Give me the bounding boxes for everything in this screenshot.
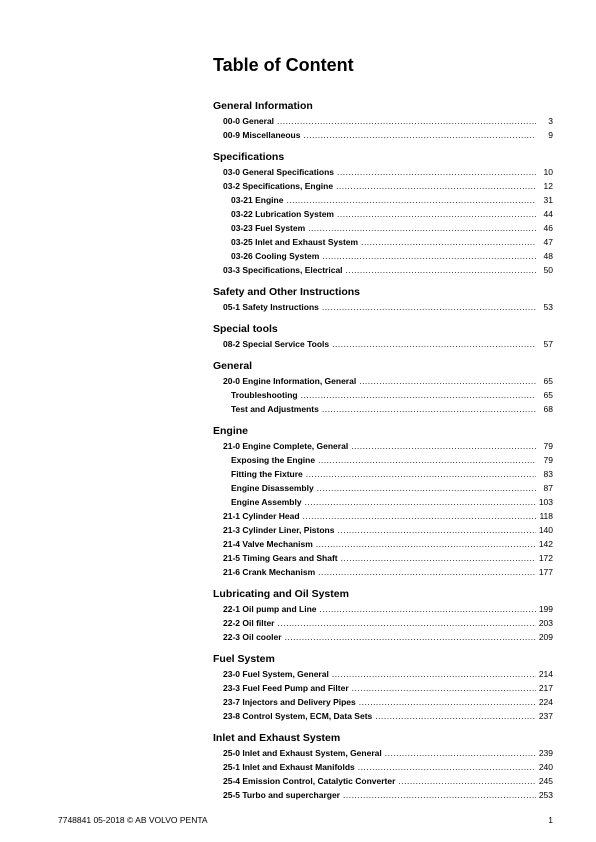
- dot-leader: [303, 509, 536, 523]
- toc-section: [213, 425, 553, 579]
- toc-entry-title: Troubleshooting: [231, 390, 298, 400]
- toc-entry-page: 31: [543, 195, 553, 205]
- toc-entry-title: 22-2 Oil filter: [223, 618, 275, 628]
- toc-entry-page: 253: [538, 790, 553, 800]
- toc-section: [213, 360, 553, 416]
- dot-leader: [359, 374, 536, 388]
- dot-leader: [385, 746, 536, 760]
- toc-entry[interactable]: [213, 681, 553, 695]
- dot-leader: [337, 523, 535, 537]
- toc-entry[interactable]: [213, 788, 553, 802]
- section-heading: Specifications: [213, 151, 285, 163]
- dot-leader: [337, 207, 536, 221]
- toc-entry-title: 03-25 Inlet and Exhaust System: [231, 237, 359, 247]
- toc-entry-title: 00-0 General: [223, 116, 275, 126]
- toc-entry-title: 22-3 Oil cooler: [223, 632, 282, 642]
- toc-entry[interactable]: [213, 481, 553, 495]
- toc-entry-page: 177: [538, 567, 553, 577]
- dot-leader: [278, 616, 536, 630]
- toc-entry-title: 23-8 Control System, ECM, Data Sets: [223, 711, 373, 721]
- dot-leader: [398, 774, 535, 788]
- toc-entry-page: 65: [543, 390, 553, 400]
- toc-entry[interactable]: [213, 263, 553, 277]
- toc-entry-title: 08-2 Special Service Tools: [223, 339, 330, 349]
- dot-leader: [285, 630, 536, 644]
- toc-entry[interactable]: [213, 165, 553, 179]
- section-heading: General Information: [213, 100, 313, 112]
- toc-entry[interactable]: [213, 467, 553, 481]
- section-heading: Fuel System: [213, 653, 275, 665]
- toc-section: [213, 286, 553, 314]
- toc-entry[interactable]: [213, 746, 553, 760]
- toc-entry[interactable]: [213, 616, 553, 630]
- toc-entry-title: 25-4 Emission Control, Catalytic Converter: [223, 776, 396, 786]
- toc-entry[interactable]: [213, 439, 553, 453]
- toc-entry-title: Engine Disassembly: [231, 483, 314, 493]
- toc-entry-page: 79: [543, 455, 553, 465]
- dot-leader: [303, 128, 536, 142]
- toc-entry[interactable]: [213, 128, 553, 142]
- toc-entry-title: Engine Assembly: [231, 497, 302, 507]
- toc-entry-page: 209: [538, 632, 553, 642]
- toc-entry-page: 65: [543, 376, 553, 386]
- toc-entry-title: 03-23 Fuel System: [231, 223, 306, 233]
- toc-entry-page: 142: [538, 539, 553, 549]
- toc-entry-page: 203: [538, 618, 553, 628]
- toc-entry-page: 118: [539, 511, 553, 521]
- toc-entry-title: 25-5 Turbo and supercharger: [223, 790, 340, 800]
- toc-entry[interactable]: [213, 509, 553, 523]
- toc-entry[interactable]: [213, 495, 553, 509]
- toc-entry-page: 214: [538, 669, 553, 679]
- toc-entry-page: 217: [538, 683, 553, 693]
- table-of-contents: [213, 100, 553, 802]
- toc-section: [213, 653, 553, 723]
- dot-leader: [286, 193, 536, 207]
- toc-entry[interactable]: [213, 760, 553, 774]
- toc-section: [213, 732, 553, 802]
- toc-entry-title: 25-1 Inlet and Exhaust Manifolds: [223, 762, 355, 772]
- toc-entry[interactable]: [213, 388, 553, 402]
- toc-entry-title: 03-22 Lubrication System: [231, 209, 334, 219]
- toc-entry-page: 12: [543, 181, 553, 191]
- page-title: Table of Content: [213, 55, 354, 75]
- toc-entry-page: 172: [538, 553, 553, 563]
- dot-leader: [351, 439, 536, 453]
- toc-entry[interactable]: [213, 774, 553, 788]
- toc-entry-page: 87: [543, 483, 553, 493]
- toc-entry-title: 00-9 Miscellaneous: [223, 130, 301, 140]
- toc-entry-title: 21-6 Crank Mechanism: [223, 567, 316, 577]
- toc-entry[interactable]: [213, 235, 553, 249]
- toc-entry[interactable]: [213, 300, 553, 314]
- toc-entry-page: 240: [538, 762, 553, 772]
- section-heading: Lubricating and Oil System: [213, 588, 349, 600]
- footer-page-number: 1: [548, 815, 553, 825]
- dot-leader: [332, 337, 536, 351]
- toc-entry-page: 237: [538, 711, 553, 721]
- toc-entry-title: Test and Adjustments: [231, 404, 319, 414]
- toc-entry-title: 21-4 Valve Mechanism: [223, 539, 313, 549]
- toc-entry-title: Fitting the Fixture: [231, 469, 303, 479]
- dot-leader: [346, 263, 536, 277]
- toc-section: [213, 588, 553, 644]
- toc-entry-title: 25-0 Inlet and Exhaust System, General: [223, 748, 382, 758]
- toc-entry-page: 47: [543, 237, 553, 247]
- toc-entry-page: 3: [548, 116, 553, 126]
- dot-leader: [277, 114, 536, 128]
- dot-leader: [317, 481, 536, 495]
- toc-entry[interactable]: [213, 551, 553, 565]
- toc-entry[interactable]: [213, 537, 553, 551]
- toc-entry[interactable]: [213, 179, 553, 193]
- toc-entry[interactable]: [213, 709, 553, 723]
- toc-section: [213, 151, 553, 277]
- toc-entry-page: 53: [543, 302, 553, 312]
- dot-leader: [308, 221, 536, 235]
- toc-entry[interactable]: [213, 114, 553, 128]
- toc-entry-title: 21-0 Engine Complete, General: [223, 441, 349, 451]
- toc-entry[interactable]: [213, 565, 553, 579]
- dot-leader: [359, 695, 536, 709]
- toc-entry-page: 245: [538, 776, 553, 786]
- toc-entry[interactable]: [213, 193, 553, 207]
- toc-entry-page: 10: [543, 167, 553, 177]
- dot-leader: [361, 235, 536, 249]
- section-heading: Engine: [213, 425, 249, 437]
- toc-entry-title: 23-0 Fuel System, General: [223, 669, 329, 679]
- dot-leader: [320, 602, 536, 616]
- toc-section: [213, 100, 553, 142]
- toc-entry-page: 9: [548, 130, 553, 140]
- toc-entry[interactable]: [213, 667, 553, 681]
- toc-entry-title: 21-5 Timing Gears and Shaft: [223, 553, 338, 563]
- toc-entry-title: 03-0 General Specifications: [223, 167, 335, 177]
- toc-entry-page: 57: [543, 339, 553, 349]
- dot-leader: [322, 402, 536, 416]
- dot-leader: [316, 537, 536, 551]
- dot-leader: [337, 165, 536, 179]
- section-heading: Special tools: [213, 323, 278, 335]
- footer-doc-info: 7748841 05-2018 © AB VOLVO PENTA: [58, 815, 208, 825]
- toc-entry[interactable]: [213, 249, 553, 263]
- dot-leader: [306, 467, 536, 481]
- toc-section: [213, 323, 553, 351]
- dot-leader: [332, 667, 536, 681]
- toc-entry-page: 48: [543, 251, 553, 261]
- toc-entry-page: 239: [538, 748, 553, 758]
- section-heading: Safety and Other Instructions: [213, 286, 361, 298]
- dot-leader: [336, 179, 536, 193]
- toc-entry-title: 03-21 Engine: [231, 195, 284, 205]
- toc-entry[interactable]: [213, 402, 553, 416]
- toc-entry-title: 03-2 Specifications, Engine: [223, 181, 334, 191]
- dot-leader: [322, 249, 536, 263]
- dot-leader: [341, 551, 536, 565]
- dot-leader: [375, 709, 536, 723]
- toc-entry-title: 03-26 Cooling System: [231, 251, 320, 261]
- toc-entry[interactable]: [213, 453, 553, 467]
- toc-entry[interactable]: [213, 630, 553, 644]
- dot-leader: [358, 760, 536, 774]
- section-heading: General: [213, 360, 253, 372]
- toc-entry-title: 23-3 Fuel Feed Pump and Filter: [223, 683, 349, 693]
- toc-entry[interactable]: [213, 221, 553, 235]
- toc-entry-page: 140: [538, 525, 553, 535]
- toc-entry-title: 05-1 Safety Instructions: [223, 302, 319, 312]
- dot-leader: [352, 681, 536, 695]
- toc-entry[interactable]: [213, 523, 553, 537]
- toc-entry[interactable]: [213, 695, 553, 709]
- dot-leader: [301, 388, 536, 402]
- toc-entry[interactable]: [213, 374, 553, 388]
- dot-leader: [305, 495, 536, 509]
- toc-entry[interactable]: [213, 207, 553, 221]
- toc-entry-page: 46: [543, 223, 553, 233]
- toc-entry-page: 103: [538, 497, 553, 507]
- toc-entry-page: 68: [543, 404, 553, 414]
- toc-entry[interactable]: [213, 602, 553, 616]
- toc-entry-page: 83: [543, 469, 553, 479]
- toc-entry-title: 20-0 Engine Information, General: [223, 376, 357, 386]
- toc-entry-page: 199: [538, 604, 553, 614]
- toc-entry-title: 21-1 Cylinder Head: [223, 511, 300, 521]
- dot-leader: [318, 565, 536, 579]
- toc-entry-title: 03-3 Specifications, Electrical: [223, 265, 343, 275]
- toc-entry[interactable]: [213, 337, 553, 351]
- dot-leader: [322, 300, 536, 314]
- toc-entry-page: 224: [538, 697, 553, 707]
- toc-entry-page: 44: [543, 209, 553, 219]
- dot-leader: [343, 788, 536, 802]
- dot-leader: [318, 453, 536, 467]
- toc-entry-title: 22-1 Oil pump and Line: [223, 604, 317, 614]
- toc-entry-page: 79: [543, 441, 553, 451]
- toc-entry-title: 21-3 Cylinder Liner, Pistons: [223, 525, 335, 535]
- toc-entry-page: 50: [543, 265, 553, 275]
- toc-entry-title: Exposing the Engine: [231, 455, 316, 465]
- toc-entry-title: 23-7 Injectors and Delivery Pipes: [223, 697, 356, 707]
- section-heading: Inlet and Exhaust System: [213, 732, 341, 744]
